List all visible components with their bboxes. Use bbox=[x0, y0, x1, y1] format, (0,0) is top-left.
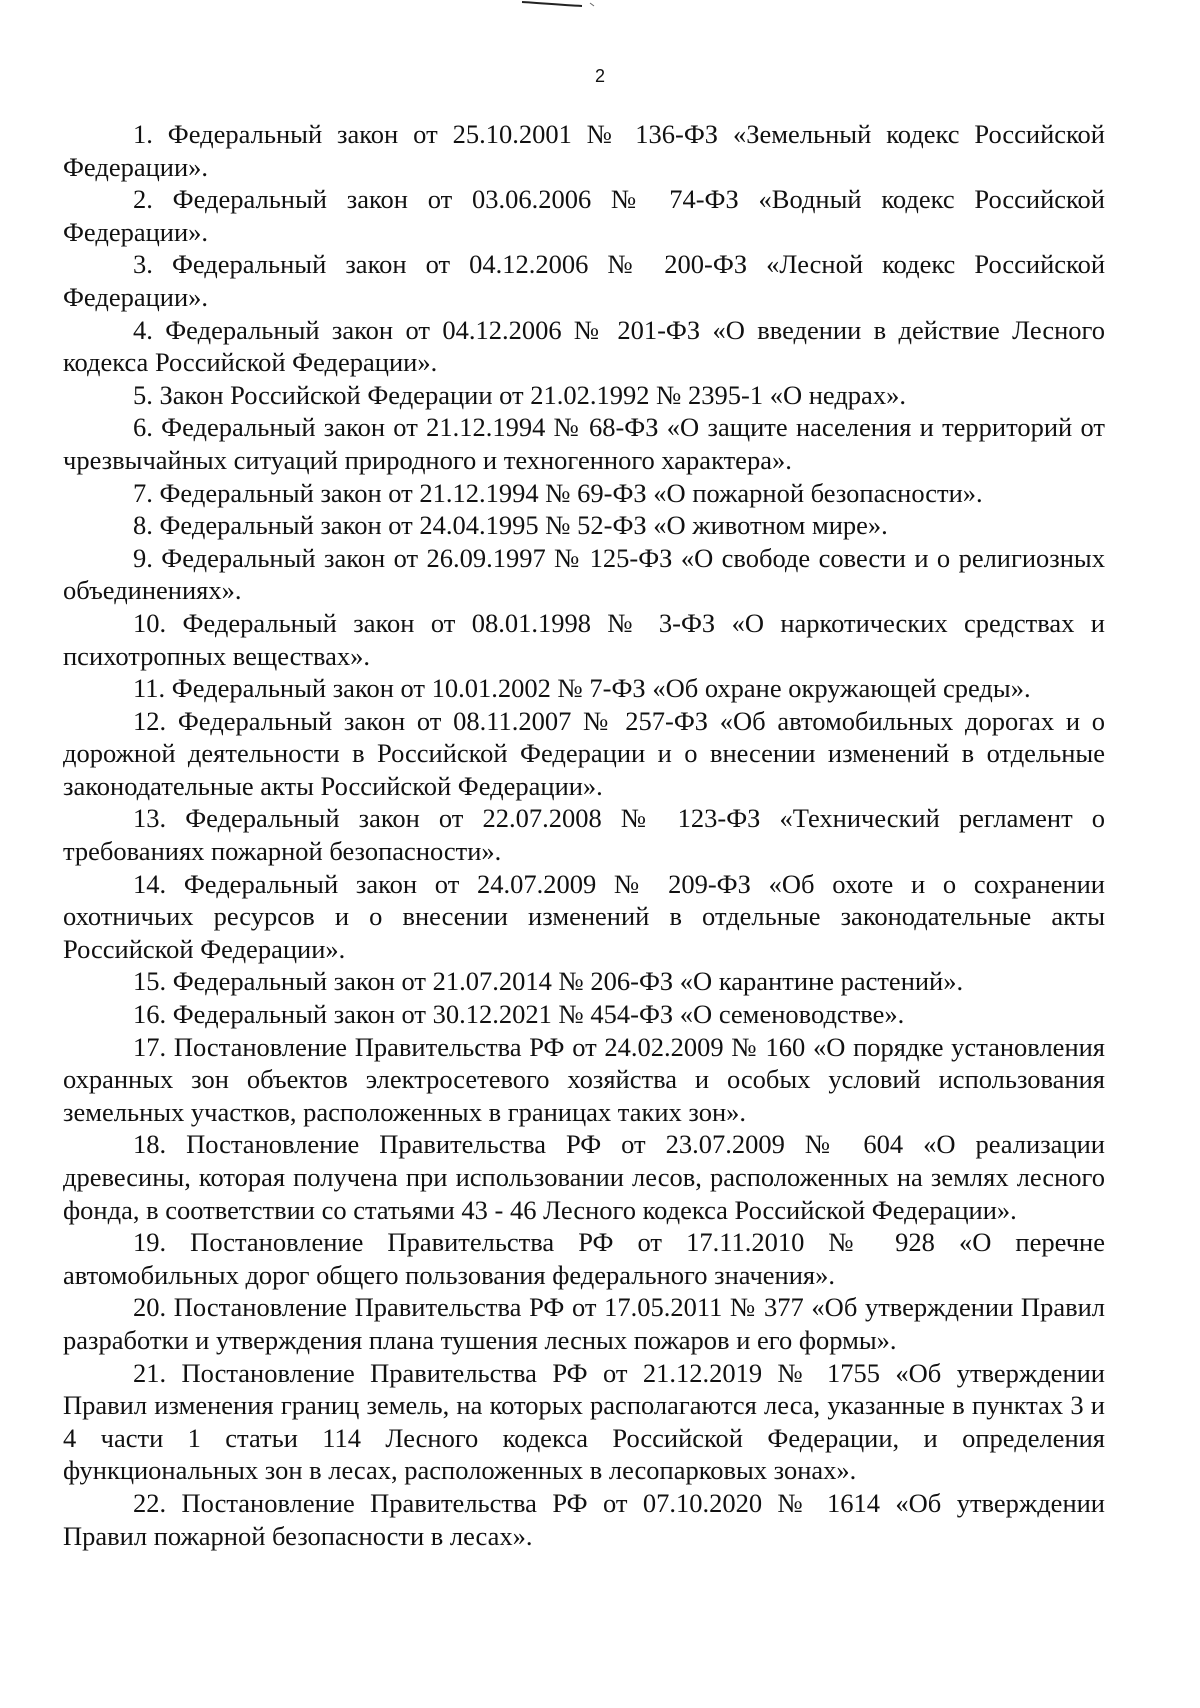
list-item: 1. Федеральный закон от 25.10.2001 № 136-ФЗ «Земельный кодекс Российской Федерации». bbox=[63, 119, 1105, 182]
list-item: 22. Постановление Правительства РФ от 07.10.2020 № 1614 «Об утверждении Правил пожарной безопасности в лесах». bbox=[63, 1487, 1105, 1551]
list-item: 17. Постановление Правительства РФ от 24.02.2009 № 160 «О порядке установления охранных зон объектов электросетевого хозяйства и особых условий использования земельных участков, расположенных в границах таких зон». bbox=[63, 1031, 1105, 1127]
scan-artifact-mark bbox=[520, 0, 600, 8]
list-item: 2. Федеральный закон от 03.06.2006 № 74-ФЗ «Водный кодекс Российской Федерации». bbox=[63, 184, 1105, 247]
list-item: 19. Постановление Правительства РФ от 17.11.2010 № 928 «О перечне автомобильных дорог общего пользования федерального значения». bbox=[63, 1227, 1105, 1290]
list-item: 20. Постановление Правительства РФ от 17.05.2011 № 377 «Об утверждении Правил разработки и утверждения плана тушения лесных пожаров и его формы». bbox=[63, 1292, 1105, 1355]
list-item: 14. Федеральный закон от 24.07.2009 № 209-ФЗ «Об охоте и о сохранении охотничьих ресурсов и о внесении изменений в отдельные законодательные акты Российской Федерации». bbox=[63, 868, 1105, 964]
list-item: 7. Федеральный закон от 21.12.1994 № 69-ФЗ «О пожарной безопасности». bbox=[133, 477, 983, 508]
list-item: 16. Федеральный закон от 30.12.2021 № 454-ФЗ «О семеноводстве». bbox=[133, 999, 905, 1030]
page-number: 2 bbox=[594, 66, 605, 86]
list-item: 12. Федеральный закон от 08.11.2007 № 257-ФЗ «Об автомобильных дорогах и о дорожной деятельности в Российской Федерации и о внесении изменений в отдельные законодательные акты Российской Федерации». bbox=[63, 705, 1105, 801]
list-item: 11. Федеральный закон от 10.01.2002 № 7-ФЗ «Об охране окружающей среды». bbox=[133, 673, 1031, 704]
list-item: 15. Федеральный закон от 21.07.2014 № 206-ФЗ «О карантине растений». bbox=[133, 966, 964, 997]
list-item: 9. Федеральный закон от 26.09.1997 № 125-ФЗ «О свободе совести и о религиозных объединениях». bbox=[63, 542, 1105, 606]
document-body bbox=[63, 118, 1105, 1552]
list-item: 5. Закон Российской Федерации от 21.02.1992 № 2395-1 «О недрах». bbox=[133, 379, 906, 410]
list-item: 6. Федеральный закон от 21.12.1994 № 68-ФЗ «О защите населения и территорий от чрезвычайных ситуаций природного и техногенного характера». bbox=[63, 412, 1105, 475]
list-item: 18. Постановление Правительства РФ от 23.07.2009 № 604 «О реализации древесины, которая получена при использовании лесов, расположенных на землях лесного фонда, в соответствии со статьями 43 - 46 Лесного кодекса Российской Федерации». bbox=[63, 1129, 1105, 1225]
list-item: 10. Федеральный закон от 08.01.1998 № 3-ФЗ «О наркотических средствах и психотропных веществах». bbox=[63, 607, 1105, 671]
list-item: 8. Федеральный закон от 24.04.1995 № 52-ФЗ «О животном мире». bbox=[133, 510, 888, 541]
list-item: 3. Федеральный закон от 04.12.2006 № 200-ФЗ «Лесной кодекс Российской Федерации». bbox=[63, 249, 1105, 312]
list-item: 4. Федеральный закон от 04.12.2006 № 201-ФЗ «О введении в действие Лесного кодекса Российской Федерации». bbox=[63, 314, 1105, 378]
list-item: 21. Постановление Правительства РФ от 21.12.2019 № 1755 «Об утверждении Правил изменения границ земель, на которых располагаются леса, указанные в пунктах 3 и 4 части 1 статьи 114 Лесного кодекса Российской Федерации, и определения функциональных зон в лесах, расположенных в лесопарковых зонах». bbox=[63, 1357, 1105, 1486]
list-item: 13. Федеральный закон от 22.07.2008 № 123-ФЗ «Технический регламент о требованиях пожарной безопасности». bbox=[63, 803, 1105, 867]
